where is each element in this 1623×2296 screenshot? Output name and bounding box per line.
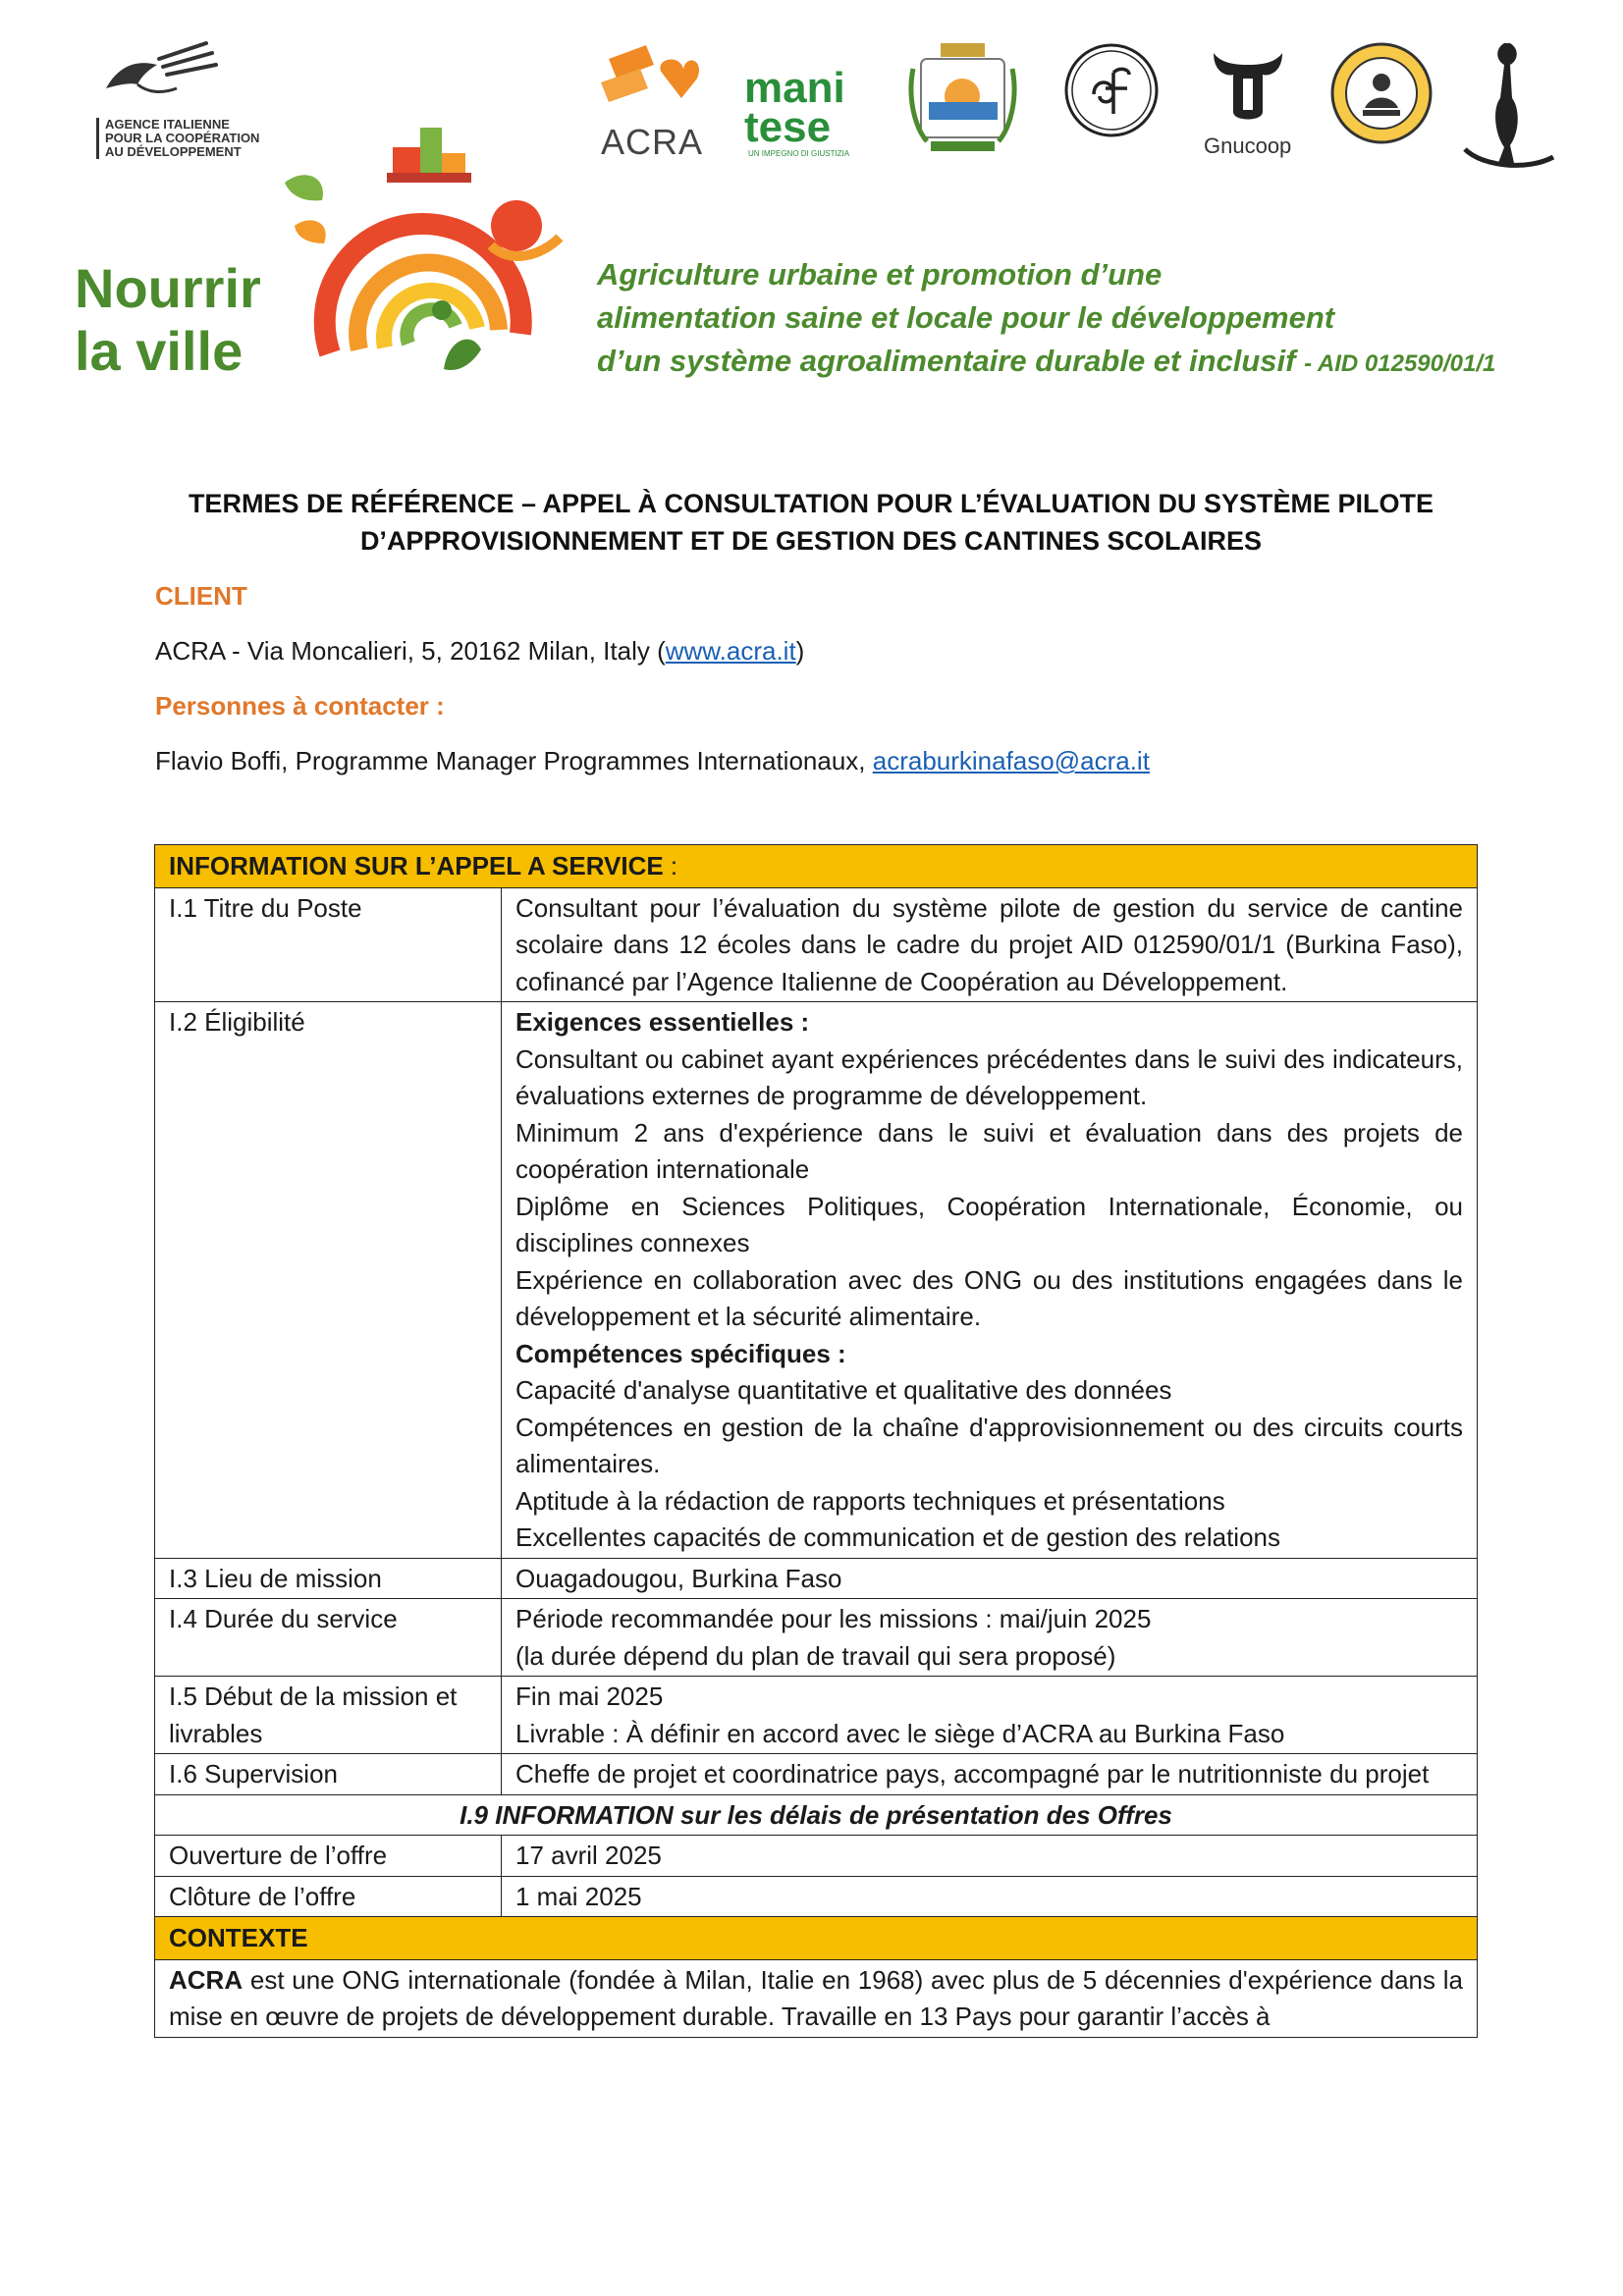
table-row-debut xyxy=(155,1677,1478,1754)
row-label-debut xyxy=(155,1677,502,1754)
project-tagline xyxy=(597,253,1495,386)
debut-line-2: Livrable : À définir en accord avec le siège d’ACRA au Burkina Faso xyxy=(515,1718,1285,1748)
table-row-contexte xyxy=(155,1959,1478,2037)
contexte-cell xyxy=(155,1959,1478,2037)
table-header-text: INFORMATION SUR L’APPEL A SERVICE xyxy=(169,851,664,881)
row-label-duree: I.4 Durée du service xyxy=(155,1599,502,1677)
contact-line xyxy=(155,746,1150,776)
nourrir-line-2: la ville xyxy=(75,320,243,382)
aics-text xyxy=(96,118,259,159)
row-label-lieu: I.3 Lieu de mission xyxy=(155,1558,502,1599)
table-header-cell xyxy=(155,845,1478,888)
aics-line-3: AU DÉVELOPPEMENT xyxy=(105,144,242,159)
contact-label: Personnes à contacter : xyxy=(155,691,445,721)
row-label-ouverture: Ouverture de l’offre xyxy=(155,1836,502,1877)
table-row-lieu xyxy=(155,1558,1478,1599)
specific-item: Compétences en gestion de la chaîne d'approvisionnement ou des circuits courts alimentaires. xyxy=(515,1412,1463,1478)
title-line-1: TERMES DE RÉFÉRENCE – APPEL À CONSULTATION POUR L’ÉVALUATION DU SYSTÈME PILOTE xyxy=(188,489,1434,518)
kedu-logo xyxy=(1327,39,1435,177)
contexte-header-cell: CONTEXTE xyxy=(155,1917,1478,1960)
table-row-eligibilite xyxy=(155,1002,1478,1559)
client-address xyxy=(155,636,804,667)
acra-logo xyxy=(589,39,707,177)
nourrir-emblem-icon xyxy=(275,108,569,393)
tagline-line-2: alimentation saine et locale pour le développement xyxy=(597,300,1335,335)
row-value-ouverture: 17 avril 2025 xyxy=(502,1836,1478,1877)
table-header-suffix: : xyxy=(663,851,678,881)
debut-line-1: Fin mai 2025 xyxy=(515,1682,664,1711)
row-value-eligibilite xyxy=(502,1002,1478,1559)
specific-skills-title: Compétences spécifiques : xyxy=(515,1338,846,1368)
specific-item: Excellentes capacités de communication et de gestion des relations xyxy=(515,1522,1280,1552)
row-label-cloture: Clôture de l’offre xyxy=(155,1876,502,1917)
table-row-supervision xyxy=(155,1754,1478,1795)
row-value-titre: Consultant pour l’évaluation du système pilote de gestion du service de cantine scolaire dans 12 écoles dans le cadre du projet AID 012590/01/1 (Burkina Faso), cofinancé par l’Agence Italienne de Coopération au Développement. xyxy=(502,887,1478,1002)
contexte-org-name: ACRA xyxy=(169,1964,243,1995)
delais-header-cell: I.9 INFORMATION sur les délais de présentation des Offres xyxy=(155,1794,1478,1836)
client-website-link[interactable]: www.acra.it xyxy=(665,636,796,666)
row-value-duree xyxy=(502,1599,1478,1677)
crest-icon xyxy=(901,39,1024,157)
specific-item: Capacité d'analyse quantitative et qualitative des données xyxy=(515,1375,1172,1405)
gnucoop-wordmark: Gnucoop xyxy=(1204,133,1292,158)
gnu-horns-icon xyxy=(1194,39,1302,128)
client-label: CLIENT xyxy=(155,581,247,611)
dove-icon xyxy=(88,37,245,116)
aics-line-2: POUR LA COOPÉRATION xyxy=(105,131,260,145)
contact-text: Flavio Boffi, Programme Manager Programmes Internationaux, xyxy=(155,746,873,775)
duree-line-1: Période recommandée pour les missions : mai/juin 2025 xyxy=(515,1604,1152,1633)
kedu-seal-icon xyxy=(1327,39,1435,147)
tagline-line-1: Agriculture urbaine et promotion d’une xyxy=(597,257,1163,292)
table-header-row xyxy=(155,845,1478,888)
row-label-titre: I.1 Titre du Poste xyxy=(155,887,502,1002)
aics-line-1: AGENCE ITALIENNE xyxy=(105,117,230,132)
row-label-supervision: I.6 Supervision xyxy=(155,1754,502,1795)
essential-item: Minimum 2 ans d'expérience dans le suivi et évaluation dans des projets de coopération internationale xyxy=(515,1117,1463,1184)
tagline-line-3-text: d’un système agroalimentaire durable et inclusif xyxy=(597,344,1296,378)
client-address-text: ACRA - Via Moncalieri, 5, 20162 Milan, Italy ( xyxy=(155,636,666,666)
row-label-eligibilite: I.2 Éligibilité xyxy=(155,1002,502,1559)
table-row-delais-header xyxy=(155,1794,1478,1836)
manitese-wordmark: mani tese xyxy=(744,64,845,151)
crest-logo xyxy=(901,39,1024,177)
table-row-contexte-header xyxy=(155,1917,1478,1960)
acra-wordmark: ACRA xyxy=(601,122,704,162)
duree-line-2: (la durée dépend du plan de travail qui sera proposé) xyxy=(515,1640,1116,1671)
document-title xyxy=(157,485,1465,560)
terms-table xyxy=(154,844,1478,2038)
nourrir-la-ville-wordmark xyxy=(75,257,261,383)
tagline-line-3 xyxy=(597,340,1495,386)
af-logo xyxy=(1060,39,1163,177)
debut-label-line-1: I.5 Début de la xyxy=(169,1682,336,1711)
contact-email-link[interactable]: acraburkinafaso@acra.it xyxy=(872,746,1150,775)
table-row-titre xyxy=(155,887,1478,1002)
essential-item: Consultant ou cabinet ayant expériences précédentes dans le suivi des indicateurs, évaluations externes de programme de développement. xyxy=(515,1043,1463,1110)
client-address-end: ) xyxy=(795,636,805,666)
row-value-supervision: Cheffe de projet et coordinatrice pays, accompagné par le nutritionniste du projet xyxy=(502,1754,1478,1795)
row-value-cloture: 1 mai 2025 xyxy=(502,1876,1478,1917)
tagline-aid-code: - AID 012590/01/1 xyxy=(1304,350,1496,377)
table-row-duree xyxy=(155,1599,1478,1677)
manitese-logo xyxy=(742,39,880,177)
row-value-lieu: Ouagadougou, Burkina Faso xyxy=(502,1558,1478,1599)
figure-icon xyxy=(1459,39,1557,177)
af-monogram-icon xyxy=(1060,39,1163,141)
aics-logo xyxy=(88,37,260,165)
row-value-debut xyxy=(502,1677,1478,1754)
essential-requirements-title: Exigences essentielles : xyxy=(515,1007,810,1037)
debut-label-line-2: mission et livrables xyxy=(169,1682,458,1748)
figure-logo xyxy=(1459,39,1557,177)
table-row-cloture xyxy=(155,1876,1478,1917)
contexte-text: est une ONG internationale (fondée à Milan, Italie en 1968) avec plus de 5 décennies d'expérience dans la mise en œuvre de projets de développement durable. Travaille en 13 Pays pour garantir l’accès à xyxy=(169,1964,1463,2031)
title-line-2: D’APPROVISIONNEMENT ET DE GESTION DES CANTINES SCOLAIRES xyxy=(359,526,1263,556)
acra-heart-icon xyxy=(589,39,707,122)
gnucoop-logo xyxy=(1194,39,1302,177)
specific-item: Aptitude à la rédaction de rapports techniques et présentations xyxy=(515,1485,1225,1516)
nourrir-line-1: Nourrir xyxy=(75,257,261,319)
manitese-subtitle: UN IMPEGNO DI GIUSTIZIA xyxy=(748,149,850,158)
essential-item: Expérience en collaboration avec des ONG ou des institutions engagées dans le développement et la sécurité alimentaire. xyxy=(515,1264,1463,1331)
table-row-ouverture xyxy=(155,1836,1478,1877)
essential-item: Diplôme en Sciences Politiques, Coopération Internationale, Économie, ou disciplines connexes xyxy=(515,1191,1463,1257)
